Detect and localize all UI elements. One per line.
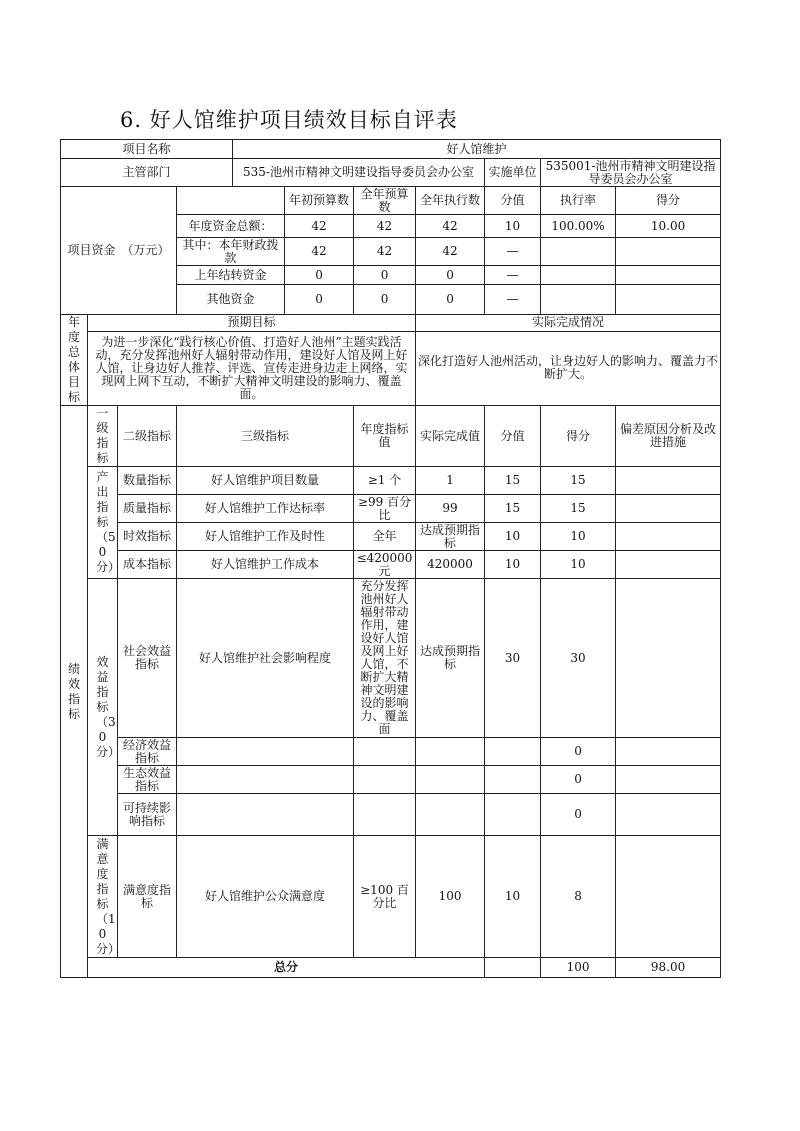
perf-actual	[416, 794, 485, 836]
perf-deviation	[616, 738, 721, 766]
perf-actual: 达成预期指标	[416, 579, 485, 738]
perf-header-actual: 实际完成值	[416, 406, 485, 467]
page-title: 6. 好人馆维护项目绩效目标自评表	[120, 108, 458, 132]
funds-score	[616, 238, 721, 266]
perf-row	[61, 467, 721, 495]
funds-score-value: 10	[485, 215, 541, 238]
perf-actual: 99	[416, 495, 485, 523]
annual-header-row	[61, 315, 721, 332]
perf-score: 30	[541, 579, 616, 738]
perf-header-row	[61, 406, 721, 467]
perf-header-score-value: 分值	[485, 406, 541, 467]
perf-annual	[354, 766, 416, 794]
annual-label: 年度总体目标	[61, 315, 88, 406]
project-name-label: 项目名称	[61, 140, 233, 159]
perf-score-value: 15	[485, 467, 541, 495]
funds-budget-year: 0	[354, 266, 416, 285]
funds-score-value: —	[485, 285, 541, 315]
funds-budget-start: 42	[285, 238, 354, 266]
perf-l2: 生态效益指标	[118, 766, 177, 794]
funds-row-label: 年度资金总额：	[177, 215, 285, 238]
funds-rate	[541, 266, 616, 285]
funds-score-value: —	[485, 266, 541, 285]
perf-annual: ≤420000元	[354, 551, 416, 579]
perf-score: 0	[541, 738, 616, 766]
funds-score: 10.00	[616, 215, 721, 238]
funds-header-score-value: 分值	[485, 187, 541, 215]
perf-score-value: 10	[485, 523, 541, 551]
funds-budget-start: 42	[285, 215, 354, 238]
perf-row	[61, 551, 721, 579]
perf-deviation	[616, 836, 721, 958]
funds-header-rate: 执行率	[541, 187, 616, 215]
perf-deviation	[616, 794, 721, 836]
funds-row-label: 其他资金	[177, 285, 285, 315]
perf-actual	[416, 766, 485, 794]
perf-annual: ≥100 百分比	[354, 836, 416, 958]
impl-label: 实施单位	[485, 159, 541, 187]
perf-l2: 可持续影响指标	[118, 794, 177, 836]
perf-annual: ≥1 个	[354, 467, 416, 495]
perf-header-score: 得分	[541, 406, 616, 467]
output-label: 产出指标（50分）	[88, 467, 118, 579]
perf-deviation	[616, 495, 721, 523]
perf-l2: 满意度指标	[118, 836, 177, 958]
funds-header-blank	[177, 187, 285, 215]
total-score-value: 100	[541, 958, 616, 978]
perf-annual: 全年	[354, 523, 416, 551]
perf-deviation	[616, 551, 721, 579]
perf-l2: 成本指标	[118, 551, 177, 579]
project-name-value: 好人馆维护	[233, 140, 721, 159]
funds-budget-start: 0	[285, 285, 354, 315]
perf-score: 15	[541, 495, 616, 523]
perf-deviation	[616, 523, 721, 551]
impl-value: 535001-池州市精神文明建设指导委员会办公室	[541, 159, 721, 187]
total-blank	[485, 958, 541, 978]
perf-l3: 好人馆维护工作及时性	[177, 523, 354, 551]
perf-header-l2: 二级指标	[118, 406, 177, 467]
funds-label: 项目资金 （万元）	[61, 187, 177, 315]
funds-executed: 0	[416, 285, 485, 315]
perf-header-l1: 一级指标	[88, 406, 118, 467]
perf-annual	[354, 794, 416, 836]
perf-l2: 经济效益指标	[118, 738, 177, 766]
perf-l2: 时效指标	[118, 523, 177, 551]
actual-text: 深化打造好人池州活动，让身边好人的影响力、覆盖力不断扩大。	[416, 331, 721, 405]
funds-header-score: 得分	[616, 187, 721, 215]
perf-row	[61, 523, 721, 551]
perf-annual: ≥99 百分比	[354, 495, 416, 523]
perf-row	[61, 495, 721, 523]
total-row	[61, 958, 721, 978]
total-score: 98.00	[616, 958, 721, 978]
perf-row	[61, 579, 721, 738]
perf-score-value: 15	[485, 495, 541, 523]
perf-header-deviation: 偏差原因分析及改进措施	[616, 406, 721, 467]
perf-row	[61, 836, 721, 958]
perf-l3: 好人馆维护工作成本	[177, 551, 354, 579]
annual-content-row	[61, 331, 721, 405]
perf-row	[61, 738, 721, 766]
perf-score-value	[485, 794, 541, 836]
perf-label: 绩效指标	[61, 406, 88, 978]
funds-row-label: 上年结转资金	[177, 266, 285, 285]
perf-deviation	[616, 579, 721, 738]
funds-header-budget-year: 全年预算数	[354, 187, 416, 215]
perf-score-value: 30	[485, 579, 541, 738]
funds-rate	[541, 285, 616, 315]
perf-l3	[177, 766, 354, 794]
funds-header-row	[61, 187, 721, 215]
funds-rate: 100.00%	[541, 215, 616, 238]
perf-header-annual: 年度指标值	[354, 406, 416, 467]
dept-label: 主管部门	[61, 159, 233, 187]
perf-deviation	[616, 766, 721, 794]
perf-l3	[177, 738, 354, 766]
perf-header-l3: 三级指标	[177, 406, 354, 467]
perf-annual	[354, 738, 416, 766]
benefit-label: 效益指标（30分）	[88, 579, 118, 836]
project-name-row	[61, 140, 721, 159]
perf-l2: 数量指标	[118, 467, 177, 495]
perf-actual: 100	[416, 836, 485, 958]
perf-l3: 好人馆维护工作达标率	[177, 495, 354, 523]
performance-table	[60, 139, 721, 978]
funds-score	[616, 266, 721, 285]
perf-actual: 达成预期指标	[416, 523, 485, 551]
funds-score-value: —	[485, 238, 541, 266]
total-label: 总分	[88, 958, 485, 978]
perf-l2: 社会效益指标	[118, 579, 177, 738]
perf-l2: 质量指标	[118, 495, 177, 523]
expected-text: 为进一步深化“践行核心价值、打造好人池州”主题实践活动，充分发挥池州好人辐射带动作用，建设好人馆及网上好人馆，让身边好人推荐、评选、宣传走进身边走上网络，实现网上网下互动，不断扩大精神文明建设的影响力、覆盖面。	[88, 331, 416, 405]
funds-executed: 0	[416, 266, 485, 285]
perf-deviation	[616, 467, 721, 495]
perf-l3: 好人馆维护公众满意度	[177, 836, 354, 958]
funds-budget-start: 0	[285, 266, 354, 285]
funds-executed: 42	[416, 238, 485, 266]
dept-value: 535-池州市精神文明建设指导委员会办公室	[233, 159, 485, 187]
perf-actual: 1	[416, 467, 485, 495]
perf-actual: 420000	[416, 551, 485, 579]
perf-actual	[416, 738, 485, 766]
funds-header-executed: 全年执行数	[416, 187, 485, 215]
department-row	[61, 159, 721, 187]
perf-score: 10	[541, 551, 616, 579]
perf-score-value	[485, 738, 541, 766]
perf-score: 10	[541, 523, 616, 551]
perf-l3: 好人馆维护社会影响程度	[177, 579, 354, 738]
funds-executed: 42	[416, 215, 485, 238]
perf-annual: 充分发挥池州好人辐射带动作用，建设好人馆及网上好人馆，不断扩大精神文明建设的影响力、覆盖面	[354, 579, 416, 738]
funds-budget-year: 42	[354, 215, 416, 238]
perf-l3: 好人馆维护项目数量	[177, 467, 354, 495]
perf-row	[61, 766, 721, 794]
perf-score: 8	[541, 836, 616, 958]
perf-score: 0	[541, 766, 616, 794]
actual-label: 实际完成情况	[416, 315, 721, 332]
perf-l3	[177, 794, 354, 836]
perf-score: 15	[541, 467, 616, 495]
funds-rate	[541, 238, 616, 266]
funds-score	[616, 285, 721, 315]
satisfaction-label: 满意度指标（10分）	[88, 836, 118, 958]
funds-budget-year: 0	[354, 285, 416, 315]
perf-score: 0	[541, 794, 616, 836]
funds-budget-year: 42	[354, 238, 416, 266]
perf-score-value: 10	[485, 836, 541, 958]
perf-score-value	[485, 766, 541, 794]
perf-score-value: 10	[485, 551, 541, 579]
funds-header-budget-start: 年初预算数	[285, 187, 354, 215]
perf-row	[61, 794, 721, 836]
funds-row-label: 其中：本年财政拨款	[177, 238, 285, 266]
expected-label: 预期目标	[88, 315, 416, 332]
